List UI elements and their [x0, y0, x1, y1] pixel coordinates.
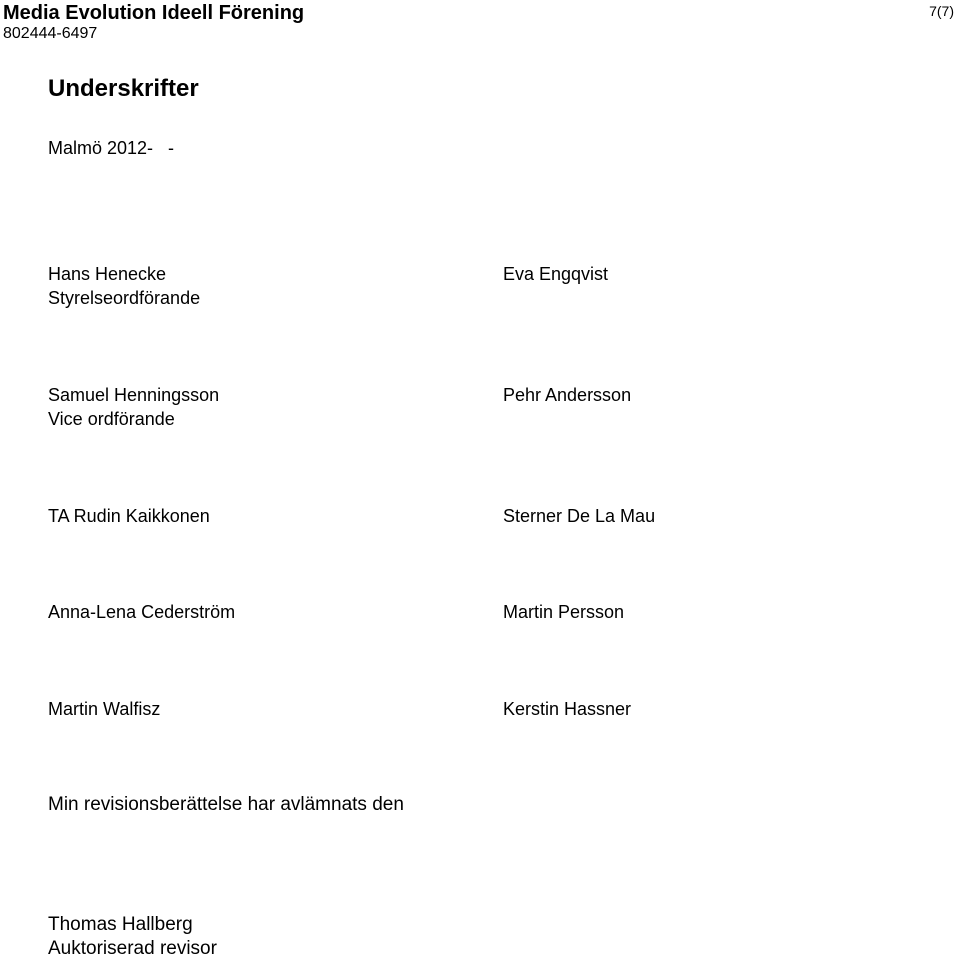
signature-block [48, 600, 235, 624]
signature-block [503, 262, 608, 286]
signature-block [503, 600, 624, 624]
signature-block [48, 383, 219, 431]
signature-block [503, 504, 655, 528]
signatory-name: Martin Persson [503, 602, 625, 622]
signatory-role: Styrelseordförande [48, 288, 201, 308]
signature-block [503, 383, 631, 407]
signatory-name: Martin Walfisz [48, 699, 161, 719]
signatory-name: Pehr Andersson [503, 385, 632, 405]
page-number: 7(7) [929, 3, 954, 19]
auditor-signature-block [48, 913, 217, 961]
page-title: Underskrifter [48, 75, 199, 102]
signatory-name: Kerstin Hassner [503, 699, 632, 719]
organization-number: 802444-6497 [3, 25, 98, 42]
signature-block [48, 262, 200, 310]
signature-block [503, 697, 631, 721]
signature-block [48, 697, 160, 721]
auditor-name: Thomas Hallberg [48, 914, 193, 935]
auditor-title: Auktoriserad revisor [48, 938, 217, 959]
place-date: Malmö 2012- - [48, 138, 175, 158]
signatory-name: Samuel Henningsson [48, 385, 220, 405]
signatory-name: Eva Engqvist [503, 264, 609, 284]
signatory-name: TA Rudin Kaikkonen [48, 506, 210, 526]
organization-name: Media Evolution Ideell Förening [3, 2, 305, 24]
signatory-name: Sterner De La Mau [503, 506, 656, 526]
signatory-name: Anna-Lena Cederström [48, 602, 236, 622]
audit-statement: Min revisionsberättelse har avlämnats den [48, 794, 404, 815]
signature-block [48, 504, 210, 528]
signatory-name: Hans Henecke [48, 264, 167, 284]
signatory-role: Vice ordförande [48, 409, 175, 429]
